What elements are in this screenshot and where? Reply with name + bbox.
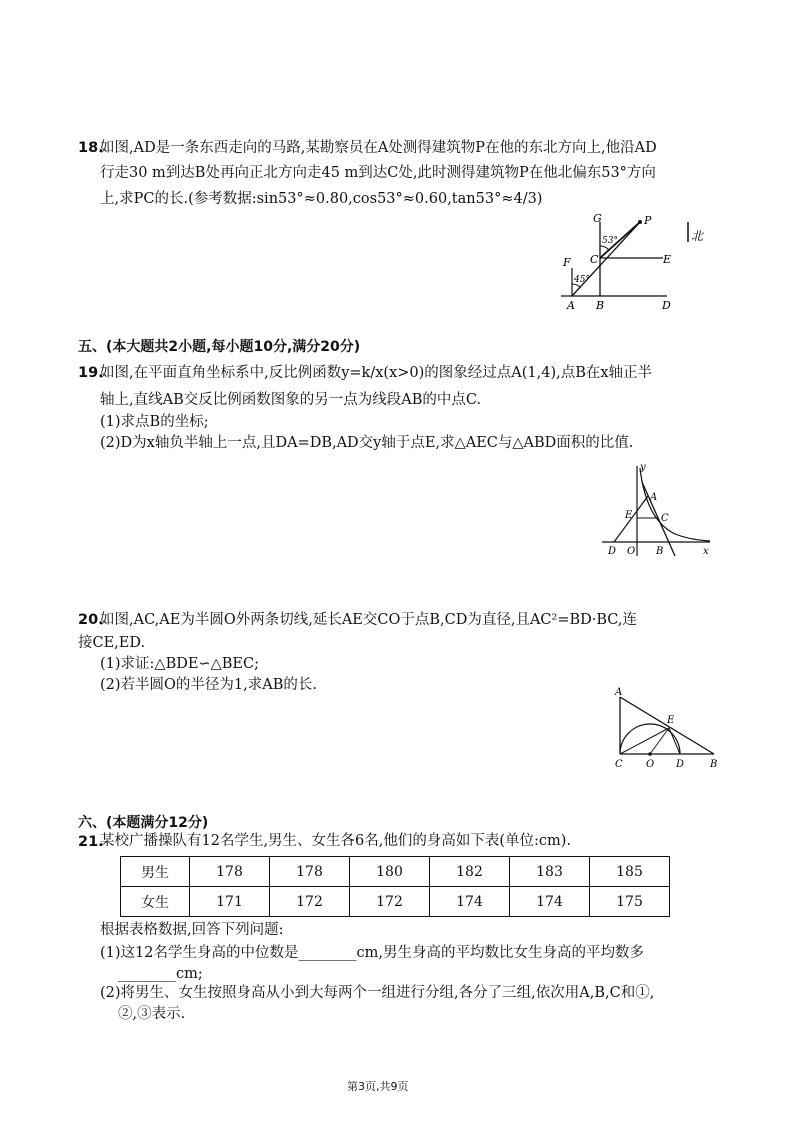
table-row-boys <box>121 857 670 887</box>
q18-number: 18. <box>78 140 104 156</box>
q20-text-line2: 接CE,ED. <box>78 635 146 651</box>
segment-ce <box>620 728 669 754</box>
table-row-girls <box>121 887 670 917</box>
label-x: x <box>703 546 709 557</box>
label-b: B <box>596 299 605 312</box>
label-north: 北 <box>691 229 704 243</box>
q18-figure <box>555 210 725 315</box>
label-e: E <box>667 715 675 726</box>
label-p: P <box>644 214 652 227</box>
point-o <box>648 752 652 756</box>
hyperbola-curve <box>640 468 710 541</box>
table-cell: 175 <box>590 887 670 917</box>
table-cell: 172 <box>350 887 430 917</box>
label-e: E <box>663 253 672 266</box>
q19-text-line4: (2)D为x轴负半轴上一点,且DA=DB,AD交y轴于点E,求△AEC与△ABD面积的比值. <box>100 435 634 451</box>
table-cell: 185 <box>590 857 670 887</box>
q18-text-line2: 行走30 m到达B处再向正北方向走45 m到达C处,此时测得建筑物P在他北偏东53°方向 <box>100 165 656 181</box>
q20-text-line3: (1)求证:△BDE∽△BEC; <box>100 656 259 672</box>
row-label: 男生 <box>121 857 190 887</box>
label-d: D <box>608 546 617 557</box>
q21-number: 21. <box>78 834 104 850</box>
row-label: 女生 <box>121 887 190 917</box>
label-b: B <box>710 759 718 770</box>
q18-text-line3: 上,求PC的长.(参考数据:sin53°≈0.80,cos53°≈0.60,tan53°≈4/3) <box>100 191 543 207</box>
q21-text-line1: 某校广播操队有12名学生,男生、女生各6名,他们的身高如下表(单位:cm). <box>100 833 572 849</box>
heights-table <box>120 856 670 917</box>
table-cell: 174 <box>510 887 590 917</box>
q20-figure <box>610 685 725 775</box>
table-cell: 183 <box>510 857 590 887</box>
q21-text-line4: ________cm; <box>118 966 203 982</box>
q19-number: 19. <box>78 365 104 381</box>
label-d: D <box>676 759 685 770</box>
q19-text-line3: (1)求点B的坐标; <box>100 414 209 430</box>
section-six-heading: 六、(本题满分12分) <box>78 815 209 831</box>
segment-oe <box>650 728 669 754</box>
label-c: C <box>615 759 623 770</box>
label-angle-45: 45° <box>574 275 590 285</box>
line-ab <box>642 482 675 556</box>
label-d: D <box>662 299 671 312</box>
q20-text-line4: (2)若半圆O的半径为1,求AB的长. <box>100 677 317 693</box>
table-cell: 172 <box>270 887 350 917</box>
label-c: C <box>590 253 599 266</box>
label-y: y <box>640 462 646 473</box>
label-a: A <box>615 687 623 698</box>
q20-number: 20. <box>78 612 104 628</box>
q19-figure <box>600 460 715 560</box>
label-o: O <box>627 546 636 557</box>
label-b: B <box>656 546 664 557</box>
q18-text-line1: 如图,AD是一条东西走向的马路,某勘察员在A处测得建筑物P在他的东北方向上,他沿AD <box>100 140 657 156</box>
table-cell: 178 <box>270 857 350 887</box>
table-cell: 171 <box>190 887 270 917</box>
table-cell: 180 <box>350 857 430 887</box>
label-f: F <box>563 256 571 269</box>
label-angle-53: 53° <box>602 236 618 246</box>
label-e: E <box>625 510 633 521</box>
section-five-heading: 五、(本大题共2小题,每小题10分,满分20分) <box>78 339 361 355</box>
q21-text-line3: (1)这12名学生身高的中位数是________cm,男生身高的平均数比女生身高的平均数多 <box>100 945 644 961</box>
table-cell: 174 <box>430 887 510 917</box>
table-cell: 182 <box>430 857 510 887</box>
label-a: A <box>567 299 575 312</box>
page-footer: 第3页,共9页 <box>347 1080 409 1093</box>
q19-text-line2: 轴上,直线AB交反比例函数图象的另一点为线段AB的中点C. <box>100 392 482 408</box>
label-a: A <box>650 492 658 503</box>
table-cell: 178 <box>190 857 270 887</box>
q20-text-line1: 如图,AC,AE为半圆O外两条切线,延长AE交CO于点B,CD为直径,且AC²=BD·BC,连 <box>100 612 637 628</box>
q19-text-line1: 如图,在平面直角坐标系中,反比例函数y=k/x(x>0)的图象经过点A(1,4),点B在x轴正半 <box>100 365 653 381</box>
point-p <box>638 220 642 224</box>
q21-text-line5: (2)将男生、女生按照身高从小到大每两个一组进行分组,各分了三组,依次用A,B,C和①, <box>100 985 655 1001</box>
angle-arc-53 <box>600 246 609 250</box>
q21-text-line2: 根据表格数据,回答下列问题: <box>100 922 284 938</box>
label-g: G <box>593 212 602 225</box>
label-o: O <box>646 759 655 770</box>
label-c: C <box>661 513 669 524</box>
q21-text-line6: ②,③表示. <box>118 1006 186 1022</box>
